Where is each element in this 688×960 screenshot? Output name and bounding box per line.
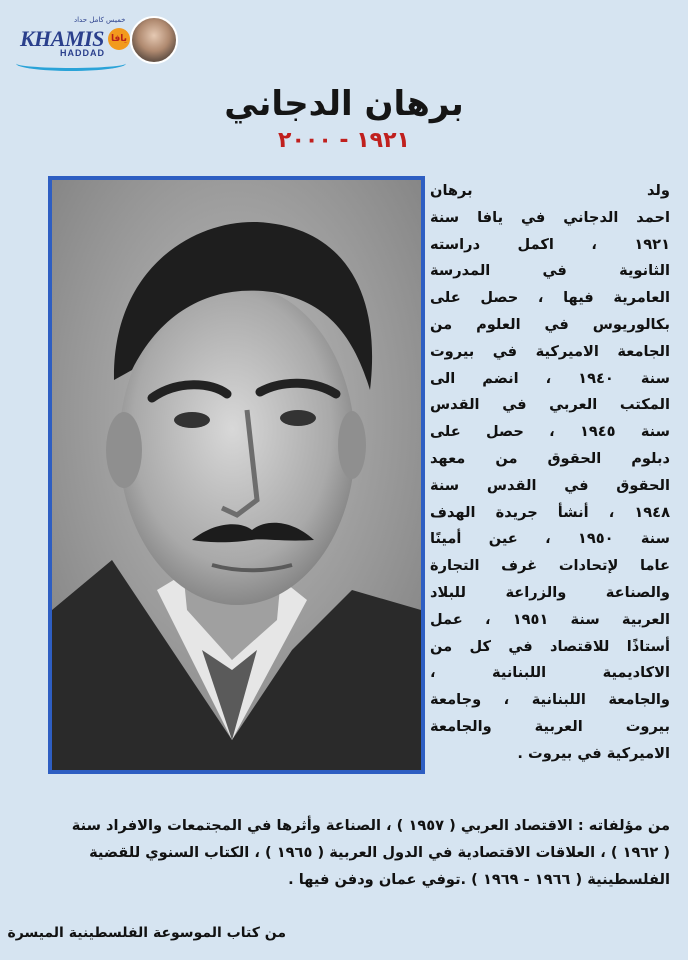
bio-line: ١٩٤٨ ، أنشأ جريدة الهدف xyxy=(430,503,670,521)
bio-line: العربية سنة ١٩٥١ ، عمل xyxy=(430,610,670,628)
bio-line: بكالوريوس في العلوم من xyxy=(430,315,670,333)
bio-line: عاما لإتحادات غرف التجارة xyxy=(430,557,670,575)
bio-line: احمد الدجاني في يافا سنة xyxy=(430,208,670,226)
bio-line: سنة ١٩٥٠ ، عين أمينًا xyxy=(430,530,670,548)
bio-line: ولد برهان xyxy=(430,182,670,199)
bio-line: والصناعة والزراعة للبلاد xyxy=(430,583,670,601)
page-title: برهان الدجاني xyxy=(224,84,464,124)
life-dates: ١٩٢١ - ٢٠٠٠ xyxy=(278,128,410,153)
source-credit: من كتاب الموسوعة الفلسطينية الميسرة xyxy=(7,925,286,941)
bio-line: الثانوية في المدرسة xyxy=(430,262,670,280)
bio-line: والجامعة اللبنانية ، وجامعة xyxy=(430,691,670,709)
portrait-photo xyxy=(48,176,425,774)
works-line: الفلسطينية ( ١٩٦٦ - ١٩٦٩ ) .توفي عمان ودفن فيها . xyxy=(288,871,670,888)
author-avatar xyxy=(130,16,178,64)
works-line: من مؤلفاته : الاقتصاد العربي ( ١٩٥٧ ) ، الصناعة وأثرها في المجتمعات والافراد سنة xyxy=(71,817,670,834)
bio-line: الاميركية في بيروت . xyxy=(517,744,670,762)
bio-line: دبلوم الحقوق من معهد xyxy=(430,449,670,467)
bio-line: الحقوق في القدس سنة xyxy=(430,476,670,494)
bio-line: ١٩٢١ ، اكمل دراسته xyxy=(430,235,670,253)
bio-line: سنة ١٩٤٠ ، انضم الى xyxy=(430,369,670,387)
swoosh-icon xyxy=(16,56,126,71)
logo-subtext: HADDAD xyxy=(60,48,105,58)
orange-icon: يافا xyxy=(108,28,130,50)
logo-arabic-caption: خميس كامل حداد xyxy=(74,16,126,24)
portrait-illustration xyxy=(52,180,421,770)
biography-text xyxy=(430,178,670,768)
bio-line: العامرية فيها ، حصل على xyxy=(430,289,670,307)
bio-line: بيروت العربية والجامعة xyxy=(430,717,670,735)
works-line: ( ١٩٦٢ ) ، العلاقات الاقتصادية في الدول العربية ( ١٩٦٥ ) ، الكتاب السنوي للقضية xyxy=(89,844,670,861)
logo-wordmark: KHAMIS xyxy=(20,26,104,51)
bio-line: أستاذًا للاقتصاد في كل من xyxy=(430,637,670,655)
bio-line: الجامعة الاميركية في بيروت xyxy=(430,342,670,360)
bio-line: سنة ١٩٤٥ ، حصل على xyxy=(430,423,670,441)
bio-line: المكتب العربي في القدس xyxy=(430,396,670,414)
publisher-logo xyxy=(16,12,181,74)
works-paragraph xyxy=(18,812,670,893)
bio-line: الاكاديمية اللبنانية ، xyxy=(430,664,670,682)
